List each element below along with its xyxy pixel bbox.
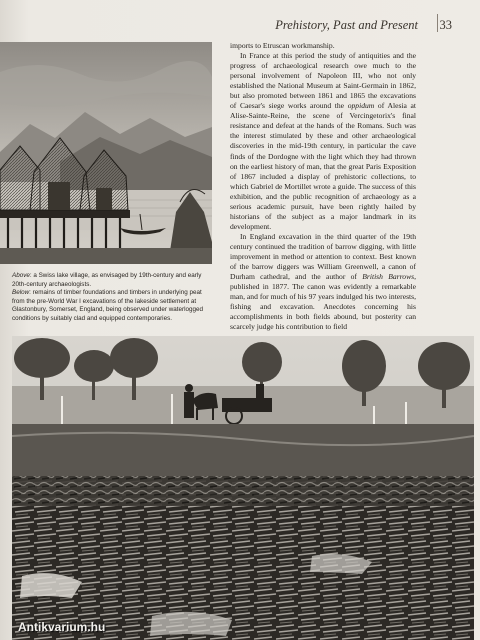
- paragraph-2-text-a: In France at this period the study of antiquities and the progress of archaeological research owe much to the personal involvement of Napoleon III, who not only established the National Museum at Saint-Germain in 1862, but also promoted between 1861 and 1865 the excavations of Caesar's siege works around the: [230, 51, 416, 111]
- body-text-column: [230, 41, 416, 332]
- paragraph-2-emphasis: oppidum: [347, 101, 375, 111]
- paragraph-3: [230, 232, 416, 332]
- paragraph-3-emphasis: British Barrows: [362, 272, 415, 282]
- running-head: Prehistory, Past and Present: [275, 18, 418, 32]
- lake-village-engraving: [0, 42, 212, 264]
- excavation-photograph: [12, 336, 474, 640]
- lake-village-illustration: [0, 42, 212, 264]
- page-number: 33: [439, 18, 452, 32]
- figure-captions: [12, 272, 212, 324]
- caption-below-text: : remains of timber foundations and timbers in underlying peat from the pre-World War I excavations of the lakeside settlement at Glastonbury, Somerset, England, being observed under waterlogged conditions by suitably clad and equipped contemporaries.: [12, 289, 204, 322]
- paragraph-2: [230, 51, 416, 232]
- caption-above-label: Above: [12, 272, 30, 279]
- glastonbury-excavation-photo: [12, 336, 474, 640]
- caption-above: [12, 272, 212, 289]
- caption-below-label: Below: [12, 289, 30, 297]
- caption-above-text: : a Swiss lake village, as envisaged by 19th-century and early 20th-century archaeologists.: [12, 272, 202, 288]
- paragraph-3-text-b: , published in 1877. The canon was evidently a remarkable man, and for much of his 97 years indulged his two interests, fishing and excavation. Anecdotes concerning his accomplishments in both fields abound, but posterity can scarcely judge his contribution to field: [230, 272, 416, 332]
- paragraph-3-text-a: In England excavation in the third quarter of the 19th century continued the tradition of barrow digging, with little improvement in method or attention to context. Best known of the barrow diggers was William Greenwell, a canon of Durham cathedral, and the author of: [230, 231, 416, 282]
- paragraph-2-text-b: of Alesia at Alise-Sainte-Reine, the scene of Vercingetorix's final resistance and defeat at the hands of the Romans. Such was the interest stimulated by these and other archaeological discoveries in the mid-19th century, in particular the cave finds of the Dordogne with the light which they had thrown on the earliest history of man, that the great Paris Exposition of 1867 included a display of prehistoric collections, to which Gabriel de Mortillet wrote a guide. The success of this exhibition, and the public recognition of archaeology as a serious academic pursuit, have been rightly hailed by historians of the subject as a major landmark in its development.: [230, 101, 416, 231]
- paragraph-1: imports to Etruscan workmanship.: [230, 41, 335, 50]
- watermark: Antikvarium.hu: [18, 620, 106, 634]
- header-divider: [437, 14, 438, 32]
- caption-below: [12, 289, 212, 323]
